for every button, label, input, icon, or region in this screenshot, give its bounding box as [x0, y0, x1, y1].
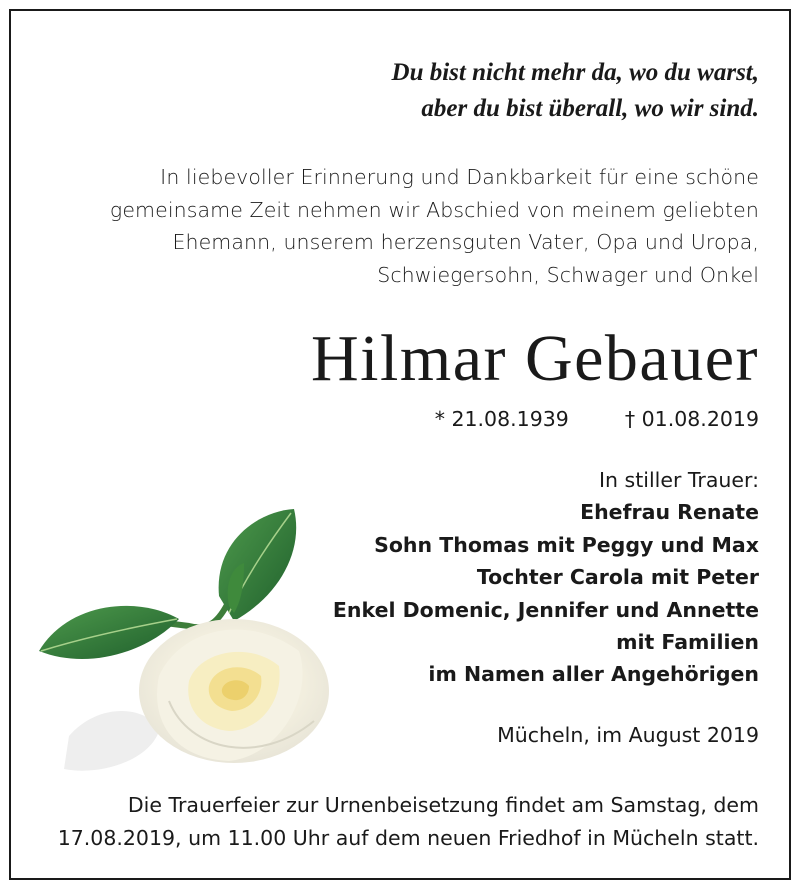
- place-date: Mücheln, im August 2019: [497, 723, 759, 747]
- mourner-item: Sohn Thomas mit Peggy und Max: [374, 532, 759, 557]
- mourner-item: Tochter Carola mit Peter: [476, 565, 759, 590]
- life-dates: [435, 405, 759, 433]
- intro-line-3: Ehemann, unserem herzensguten Vater, Opa und Uropa,: [172, 230, 759, 254]
- ceremony-line-2: 17.08.2019, um 11.00 Uhr auf dem neuen Friedhof in Mücheln statt.: [57, 825, 759, 850]
- obituary-frame: [9, 9, 791, 880]
- fallen-petal: [64, 711, 159, 771]
- intro-line-4: Schwiegersohn, Schwager und Onkel: [377, 262, 759, 287]
- mourner-item: mit Familien: [616, 630, 759, 655]
- motto-quote: [392, 55, 759, 127]
- ceremony-line-1: Die Trauerfeier zur Urnenbeisetzung findet am Samstag, dem: [127, 793, 759, 817]
- death-date: † 01.08.2019: [624, 407, 759, 431]
- mourner-item: Ehefrau Renate: [580, 500, 759, 525]
- mourner-item: Enkel Domenic, Jennifer und Annette: [332, 597, 759, 622]
- mourners-block: [333, 464, 759, 691]
- deceased-name: Hilmar Gebauer: [311, 322, 759, 395]
- mourner-item: im Namen aller Angehörigen: [428, 662, 759, 687]
- intro-line-1: In liebevoller Erinnerung und Dankbarkeit für eine schöne: [160, 165, 759, 189]
- motto-line-1: Du bist nicht mehr da, wo du warst,: [391, 59, 759, 86]
- ceremony-notice: [39, 789, 759, 854]
- birth-date: * 21.08.1939: [434, 407, 569, 431]
- intro-line-2: gemeinsame Zeit nehmen wir Abschied von meinem geliebten: [109, 197, 759, 222]
- white-rose-image: [29, 501, 329, 791]
- motto-line-2: aber du bist überall, wo wir sind.: [421, 95, 759, 122]
- mourners-heading: In stiller Trauer:: [599, 468, 759, 492]
- intro-text: [110, 161, 759, 291]
